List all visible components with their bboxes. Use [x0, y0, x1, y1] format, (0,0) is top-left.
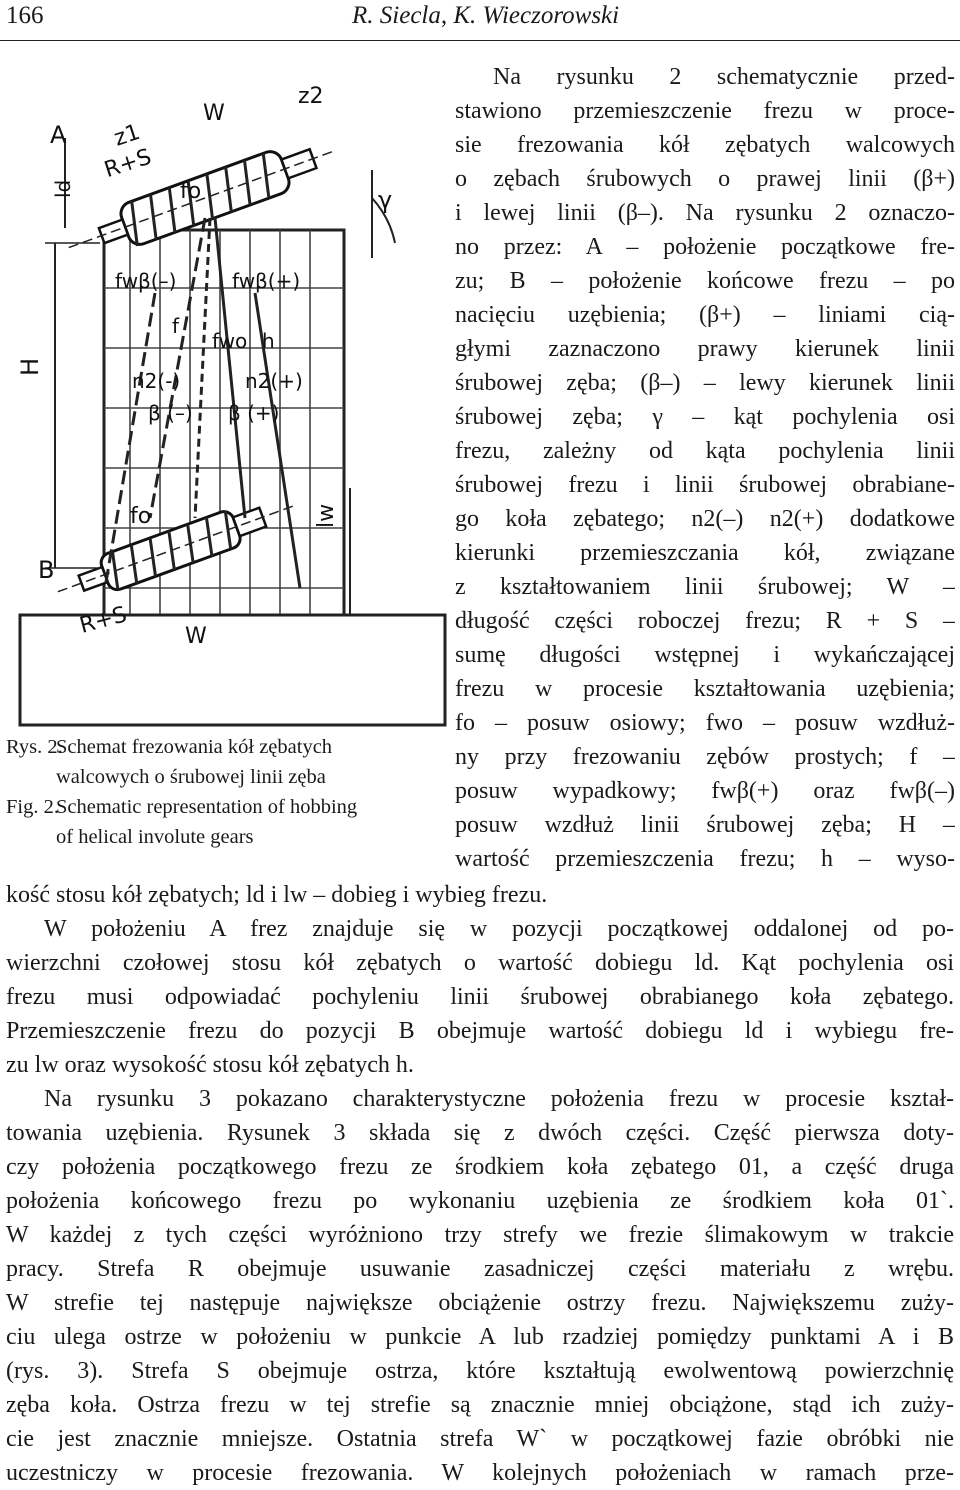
text-line: Na rysunku 3 pokazano charakterystyczne położenia frezu w procesie kształ- — [44, 1086, 954, 1112]
text-line: nacięciu uzębienia; (β+) – liniami cią- — [455, 302, 955, 328]
label-ld: ld — [51, 179, 75, 198]
running-authors: R. Siecla, K. Wieczorowski — [352, 2, 620, 29]
text-line: sumę długości wstępnej i wykańczającej — [455, 642, 955, 668]
right-column-text — [455, 60, 955, 876]
caption-pl-line2: walcowych o śrubowej linii zęba — [56, 766, 326, 788]
caption-pl-line1: Schemat frezowania kół zębatych — [56, 736, 333, 758]
text-line: o zębach śrubowych o prawej linii (β+) — [455, 166, 955, 192]
text-line: wierzchni czołowej stosu kół zębatych o wartość dobiegu ld. Kąt pochylenia osi — [6, 950, 954, 976]
figure-caption — [6, 732, 446, 852]
label-z2: z2 — [298, 84, 324, 109]
label-f: f — [172, 314, 180, 338]
text-line: W każdej z tych części wyróżniono trzy strefy we frezie ślimakowym w trakcie — [6, 1222, 954, 1248]
text-line: stawiono przemieszczenie frezu w proce- — [455, 98, 955, 124]
label-rs-top: R+S — [101, 144, 155, 184]
text-line: W strefie tej następuje największe obciążenie ostrzy frezu. Największemu zuży- — [6, 1290, 954, 1316]
text-line: położenia końcowego frezu po wykonaniu uzębienia ze środkiem koła 01`. — [6, 1188, 954, 1214]
text-line: kość stosu kół zębatych; ld i lw – dobieg i wybieg frezu. — [6, 882, 548, 908]
text-line: frezu musi odpowiadać pochyleniu linii śrubowej obrabianego koła zębatego. — [6, 984, 954, 1010]
text-line: posuw wypadkowy; fwβ(+) oraz fwβ(–) — [455, 778, 955, 804]
label-beta-minus: β (–) — [148, 401, 193, 425]
label-lw: lw — [314, 503, 339, 528]
text-line: kierunki przemieszczania kół, związane — [455, 540, 955, 566]
text-line: śrubowej zęba; (β–) – lewy kierunek linii — [455, 370, 955, 396]
hobbing-figure — [0, 48, 450, 728]
text-line: no przez: A – położenie początkowe fre- — [455, 234, 955, 260]
label-A: A — [50, 121, 67, 149]
label-w-top: W — [203, 101, 225, 126]
text-line: go koła zębatego; n2(–) n2(+) dodatkowe — [455, 506, 955, 532]
text-line: towania uzębienia. Rysunek 3 składa się z dwóch części. Część pierwsza doty- — [6, 1120, 954, 1146]
text-line: śrubowej frezu i linii śrubowej obrabiane- — [455, 472, 955, 498]
label-fwo: fwo — [212, 329, 248, 353]
text-line: zęba koła. Ostrza frezu w tej strefie są znacznie mniej obciążone, stąd ich zuży- — [6, 1392, 954, 1418]
label-H: H — [16, 357, 44, 376]
caption-en-label: Fig. 2. — [6, 796, 59, 818]
text-line: ciu ulega ostrze w położeniu w punkcie A lub rzadziej pomiędzy punktami A i B — [6, 1324, 954, 1350]
text-line: W położeniu A frez znajduje się w pozycji początkowej oddalonej od po- — [44, 916, 954, 942]
text-line: frezu w procesie kształtowania uzębienia; — [455, 676, 955, 702]
label-fwb-plus: fwβ(+) — [232, 269, 301, 293]
text-line: i lewej linii (β–). Na rysunku 2 oznaczo- — [455, 200, 955, 226]
text-line: cie jest znacznie mniejsze. Ostatnia strefa W` w początkowej fazie obróbki nie — [6, 1426, 954, 1452]
text-line: zu lw oraz wysokość stosu kół zębatych h. — [6, 1052, 414, 1078]
hob-b — [51, 488, 299, 609]
full-width-text — [6, 878, 954, 1490]
text-line: posuw wzdłuż linii śrubowej zęba; H – — [455, 812, 955, 838]
text-line: (rys. 3). Strefa S obejmuje ostrza, które kształtują ewolwentową powierzchnię — [6, 1358, 954, 1384]
label-fo-top: fo — [180, 179, 202, 204]
text-line: czy położenia początkowego frezu ze środkiem koła zębatego 01, a część druga — [6, 1154, 954, 1180]
label-h: h — [262, 329, 275, 353]
text-line: frezu, zależny od kąta pochylenia linii — [455, 438, 955, 464]
label-n2-plus: n2(+) — [245, 369, 303, 393]
text-line: uczestniczy w procesie frezowania. W kolejnych położeniach w ramach prze- — [6, 1460, 954, 1486]
text-line: zu; B – położenie końcowe frezu – po — [455, 268, 955, 294]
caption-en-line1: Schematic representation of hobbing — [56, 796, 358, 818]
text-line: z kształtowaniem linii śrubowej; W – — [455, 574, 955, 600]
label-z1: z1 — [111, 119, 144, 152]
label-w-bottom: W — [185, 624, 207, 649]
text-line: sie frezowania kół zębatych walcowych — [455, 132, 955, 158]
text-line: fo – posuw osiowy; fwo – posuw wzdłuż- — [455, 710, 955, 736]
label-fo-bottom: fo — [130, 504, 152, 529]
text-line: głymi zaznaczono prawy kierunek linii — [455, 336, 955, 362]
page-header — [0, 0, 960, 41]
label-fwb-minus: fwβ(–) — [115, 269, 177, 293]
text-line: Przemieszczenie frezu do pozycji B obejmuje wartość dobiegu ld i wybiegu fre- — [6, 1018, 954, 1044]
label-rs-bottom: R+S — [77, 602, 130, 639]
text-line: śrubowej zęba; γ – kąt pochylenia osi — [455, 404, 955, 430]
text-line: pracy. Strefa R obejmuje usuwanie zasadniczej części materiału z wrębu. — [6, 1256, 954, 1282]
caption-en-line2: of helical involute gears — [56, 826, 254, 848]
hobbing-diagram — [0, 48, 450, 728]
page-number: 166 — [6, 2, 44, 29]
text-line: ny przy frezowaniu zębów prostych; f – — [455, 744, 955, 770]
label-gamma: γ — [378, 186, 393, 214]
text-line: Na rysunku 2 schematycznie przed- — [493, 64, 955, 90]
label-B: B — [38, 556, 55, 584]
text-line: wartość przemieszczenia frezu; h – wyso- — [455, 846, 955, 872]
caption-pl-label: Rys. 2. — [6, 736, 63, 758]
label-beta-plus: β (+) — [228, 401, 280, 425]
label-n2-minus: n2(-) — [132, 369, 181, 393]
text-line: długość części roboczej frezu; R + S – — [455, 608, 955, 634]
